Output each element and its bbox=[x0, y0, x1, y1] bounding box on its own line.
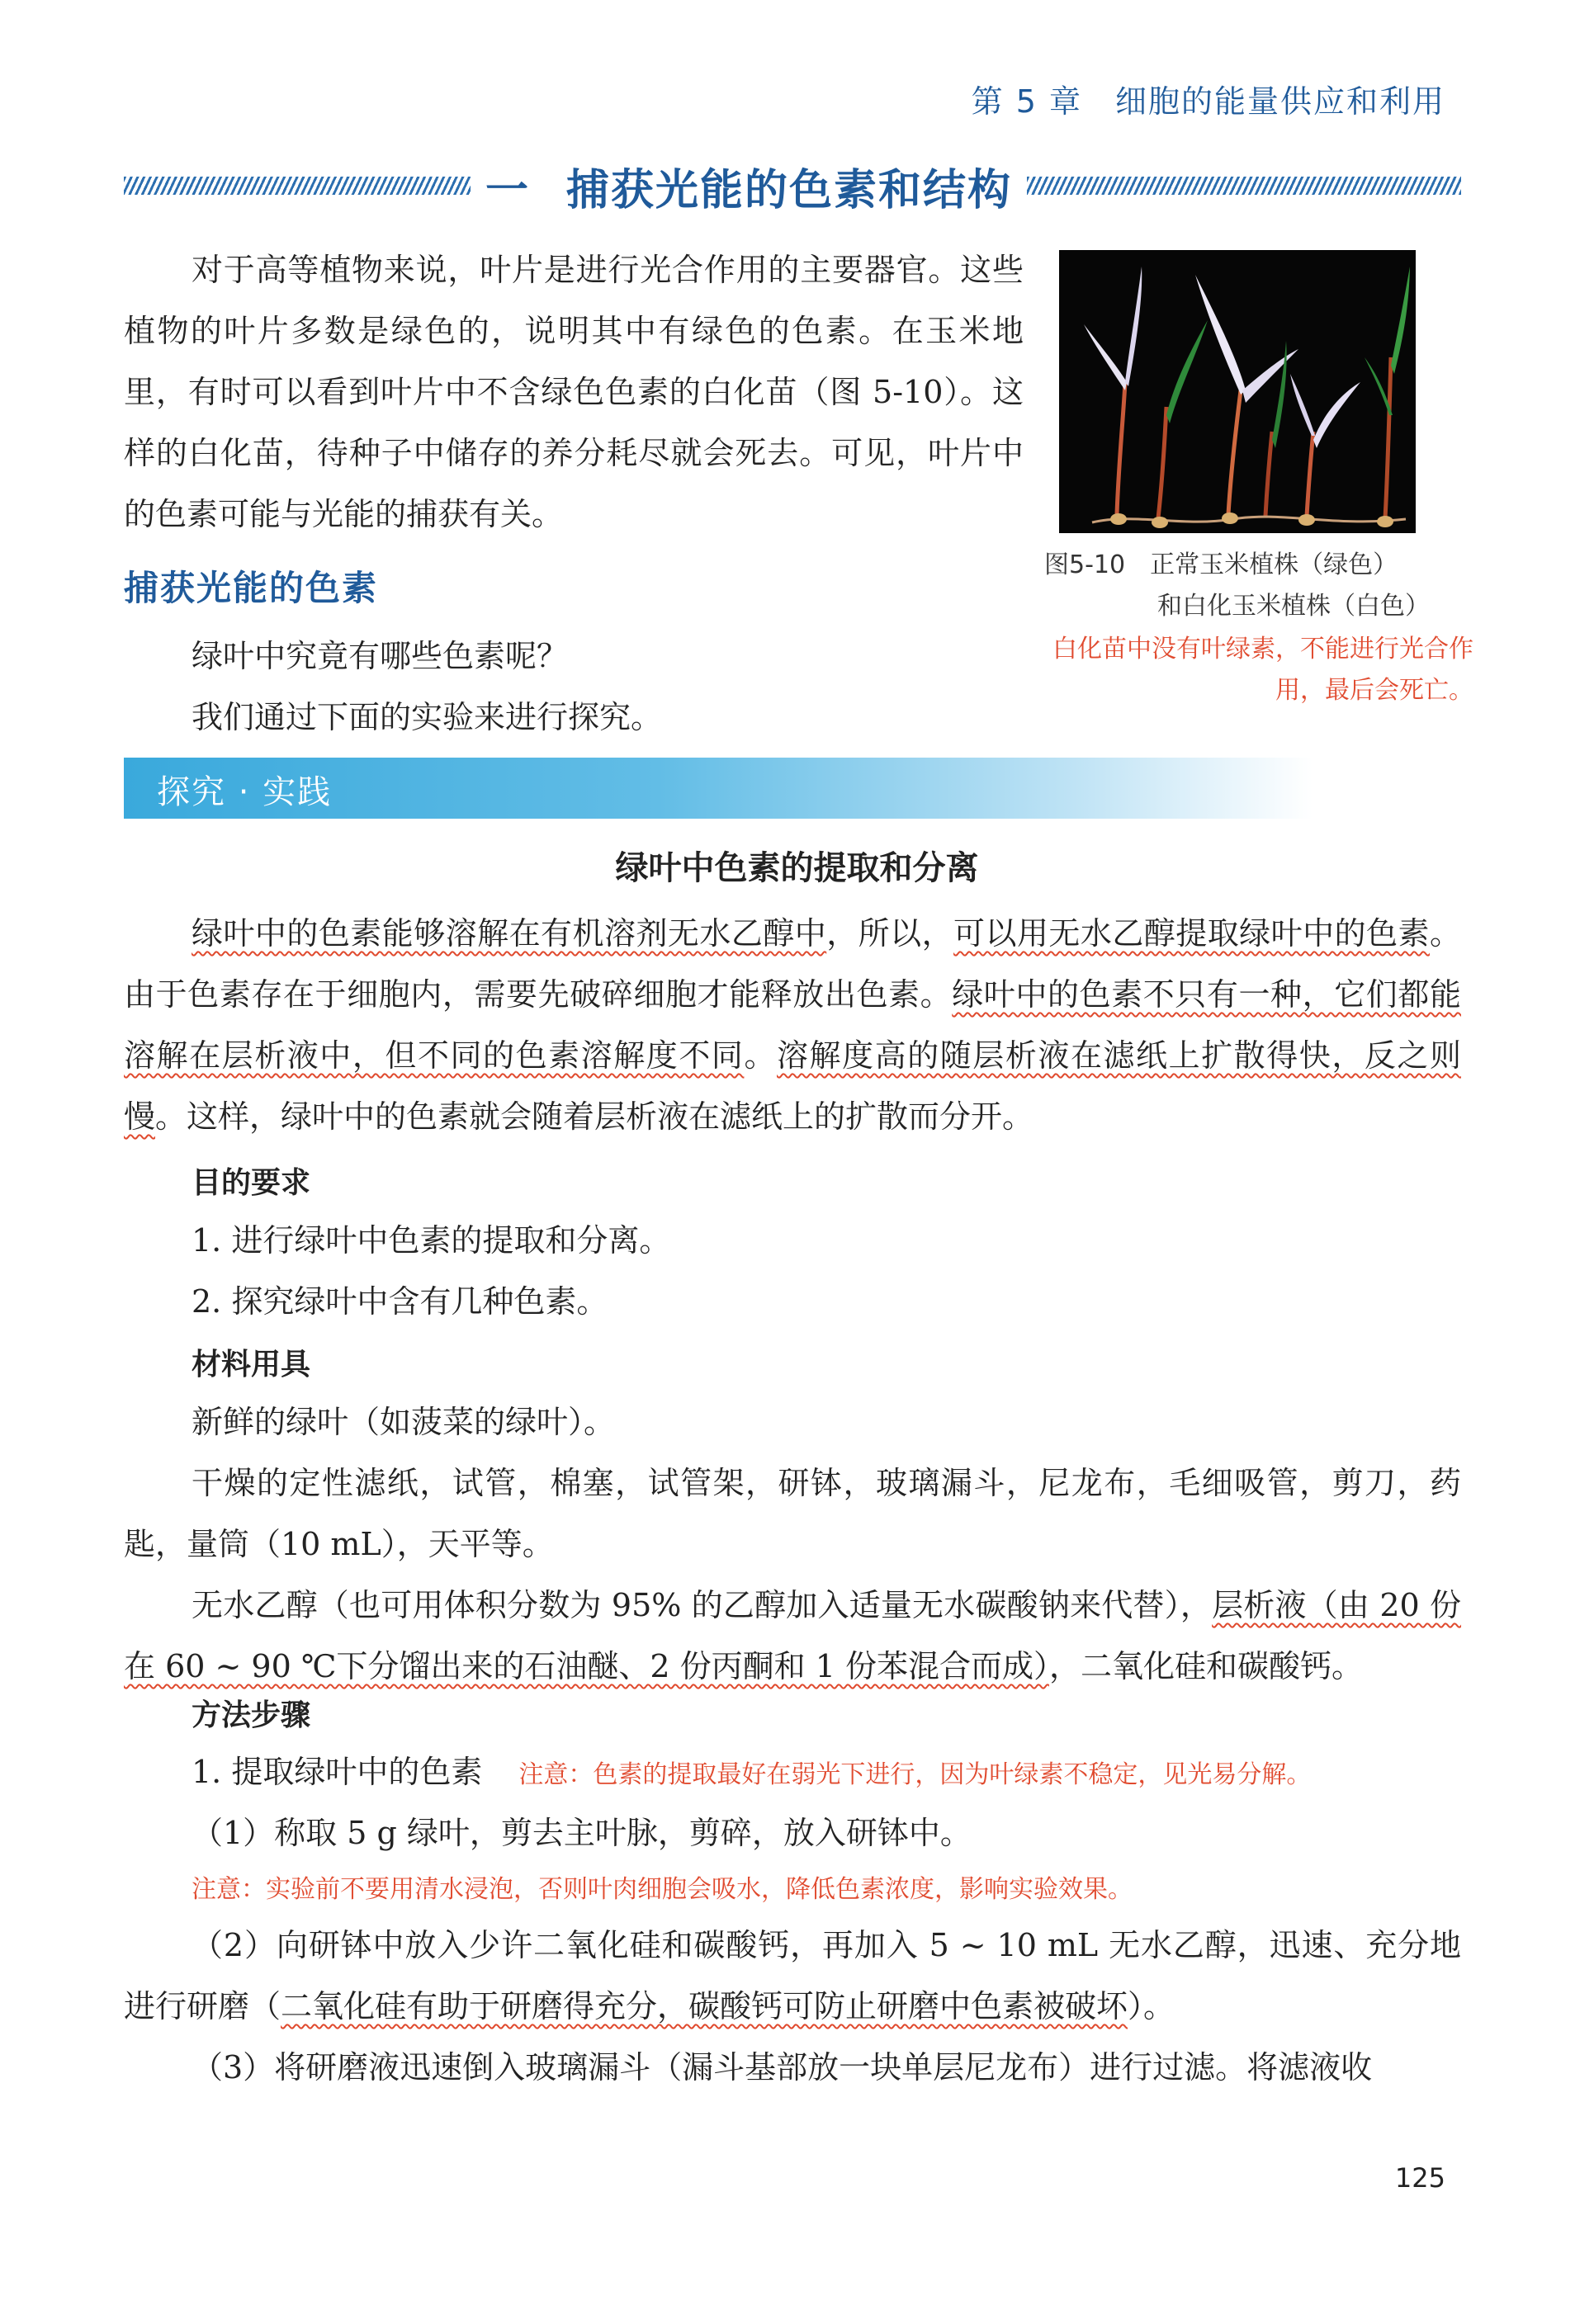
purpose-heading: 目的要求 bbox=[192, 1166, 311, 1200]
plain-text: ，所以， bbox=[826, 915, 954, 952]
step-1-3: （3）将研磨液迅速倒入玻璃漏斗（漏斗基部放一块单层尼龙布）进行过滤。将滤液收 bbox=[192, 2049, 1373, 2085]
chapter-title: 细胞的能量供应和利用 bbox=[1114, 83, 1445, 120]
section-title bbox=[485, 155, 1012, 217]
section-number: 一 bbox=[485, 165, 531, 215]
inquiry-practice-banner bbox=[124, 758, 1313, 819]
subheading: 捕获光能的色素 bbox=[124, 568, 379, 608]
figure-caption-line1: 正常玉米植株（绿色） bbox=[1150, 550, 1398, 579]
materials-line-2: 干燥的定性滤纸，试管，棉塞，试管架，研钵，玻璃漏斗，尼龙布，毛细吸管，剪刀，药匙，量筒（10 mL），天平等。 bbox=[124, 1465, 1461, 1562]
experiment-title: 绿叶中色素的提取和分离 bbox=[615, 849, 979, 887]
step-1-title-line bbox=[192, 1741, 1463, 1806]
intro-paragraph: 对于高等植物来说，叶片是进行光合作用的主要器官。这些植物的叶片多数是绿色的，说明其中有绿色的色素。在玉米地里，有时可以看到叶片中不含绿色色素的白化苗（图 5-10）。这样的白化苗，待种子中储存的养分耗尽就会死去。可见，叶片中的色素可能与光能的捕获有关。 bbox=[124, 252, 1024, 532]
plain-text: ）。 bbox=[1128, 1988, 1175, 2024]
step-1-1-note: 注意：实验前不要用清水浸泡，否则叶肉细胞会吸水，降低色素浓度，影响实验效果。 bbox=[192, 1875, 1133, 1904]
underlined-text: 绿叶中的色素不只有一种，它们都能溶解在层析液中，但不同的色素溶解度不同 bbox=[124, 976, 1461, 1074]
decorative-hatch-left bbox=[124, 177, 471, 195]
underlined-text: 绿叶中的色素能够溶解在有机溶剂无水乙醇中 bbox=[192, 915, 827, 952]
materials-line-1: 新鲜的绿叶（如菠菜的绿叶）。 bbox=[192, 1404, 616, 1440]
figure-caption-line2: 和白化玉米植株（白色） bbox=[1157, 592, 1430, 621]
step-1-note: 注意：色素的提取最好在弱光下进行，因为叶绿素不稳定，见光易分解。 bbox=[518, 1760, 1312, 1789]
handwritten-margin-note: 白化苗中没有叶绿素，不能进行光合作用，最后会死亡。 bbox=[1052, 635, 1473, 705]
plain-text: 。这样，绿叶中的色素就会随着层析液在滤纸上的扩散而分开。 bbox=[155, 1098, 1034, 1135]
chapter-number: 第 5 章 bbox=[971, 83, 1082, 120]
banner-label: 探究 · 实践 bbox=[157, 773, 333, 811]
step-1-1: （1）称取 5 g 绿叶，剪去主叶脉，剪碎，放入研钵中。 bbox=[192, 1815, 972, 1851]
step-1-2 bbox=[124, 1915, 1461, 2037]
underlined-text: 层析液（由 20 份在 60 ~ 90 ℃下分馏出来的石油醚、2 份丙酮和 1 份苯混合而成） bbox=[124, 1587, 1462, 1684]
plain-text: （2）向研钵中放入少许二氧化硅和碳酸钙，再加入 5 ~ 10 mL 无水乙醇，迅速、充分地进行研磨（ bbox=[124, 1927, 1461, 2024]
experiment-intro bbox=[124, 903, 1461, 1147]
corn-seedlings-photo bbox=[1059, 250, 1416, 533]
lead-in-line: 我们通过下面的实验来进行探究。 bbox=[192, 699, 663, 735]
plain-text: 。 bbox=[744, 1037, 777, 1074]
materials-line-3 bbox=[124, 1575, 1461, 1697]
plain-text: ，二氧化硅和碳酸钙。 bbox=[1048, 1648, 1363, 1684]
section-title-text: 捕获光能的色素和结构 bbox=[566, 165, 1013, 215]
plain-text: 。由于色素存在于细胞内，需要先破碎细胞才能释放出色素。 bbox=[124, 915, 1461, 1013]
decorative-hatch-right bbox=[1027, 177, 1461, 195]
underlined-text: 二氧化硅有助于研磨得充分，碳酸钙可防止研磨中色素被破坏 bbox=[281, 1988, 1128, 2024]
methods-heading: 方法步骤 bbox=[192, 1698, 311, 1732]
question-line: 绿叶中究竟有哪些色素呢？ bbox=[192, 638, 569, 674]
underlined-text: 溶解度高的随层析液在滤纸上扩散得快，反之则慢 bbox=[124, 1037, 1461, 1135]
purpose-item-2: 2. 探究绿叶中含有几种色素。 bbox=[192, 1283, 608, 1320]
plain-text: 无水乙醇（也可用体积分数为 95% 的乙醇加入适量无水碳酸钠来代替）， bbox=[192, 1587, 1213, 1623]
corn-seedlings-illustration bbox=[1059, 250, 1416, 533]
figure-number: 图5-10 bbox=[1044, 550, 1126, 579]
materials-heading: 材料用具 bbox=[192, 1348, 311, 1382]
figure-caption bbox=[1044, 545, 1473, 627]
section-title-row bbox=[124, 149, 1461, 223]
step-1-title: 1. 提取绿叶中的色素 bbox=[192, 1754, 483, 1790]
page-number: 125 bbox=[1394, 2162, 1445, 2194]
underlined-text: 可以用无水乙醇提取绿叶中的色素 bbox=[953, 915, 1430, 952]
purpose-item-1: 1. 进行绿叶中色素的提取和分离。 bbox=[192, 1222, 671, 1259]
chapter-header bbox=[972, 76, 1445, 121]
